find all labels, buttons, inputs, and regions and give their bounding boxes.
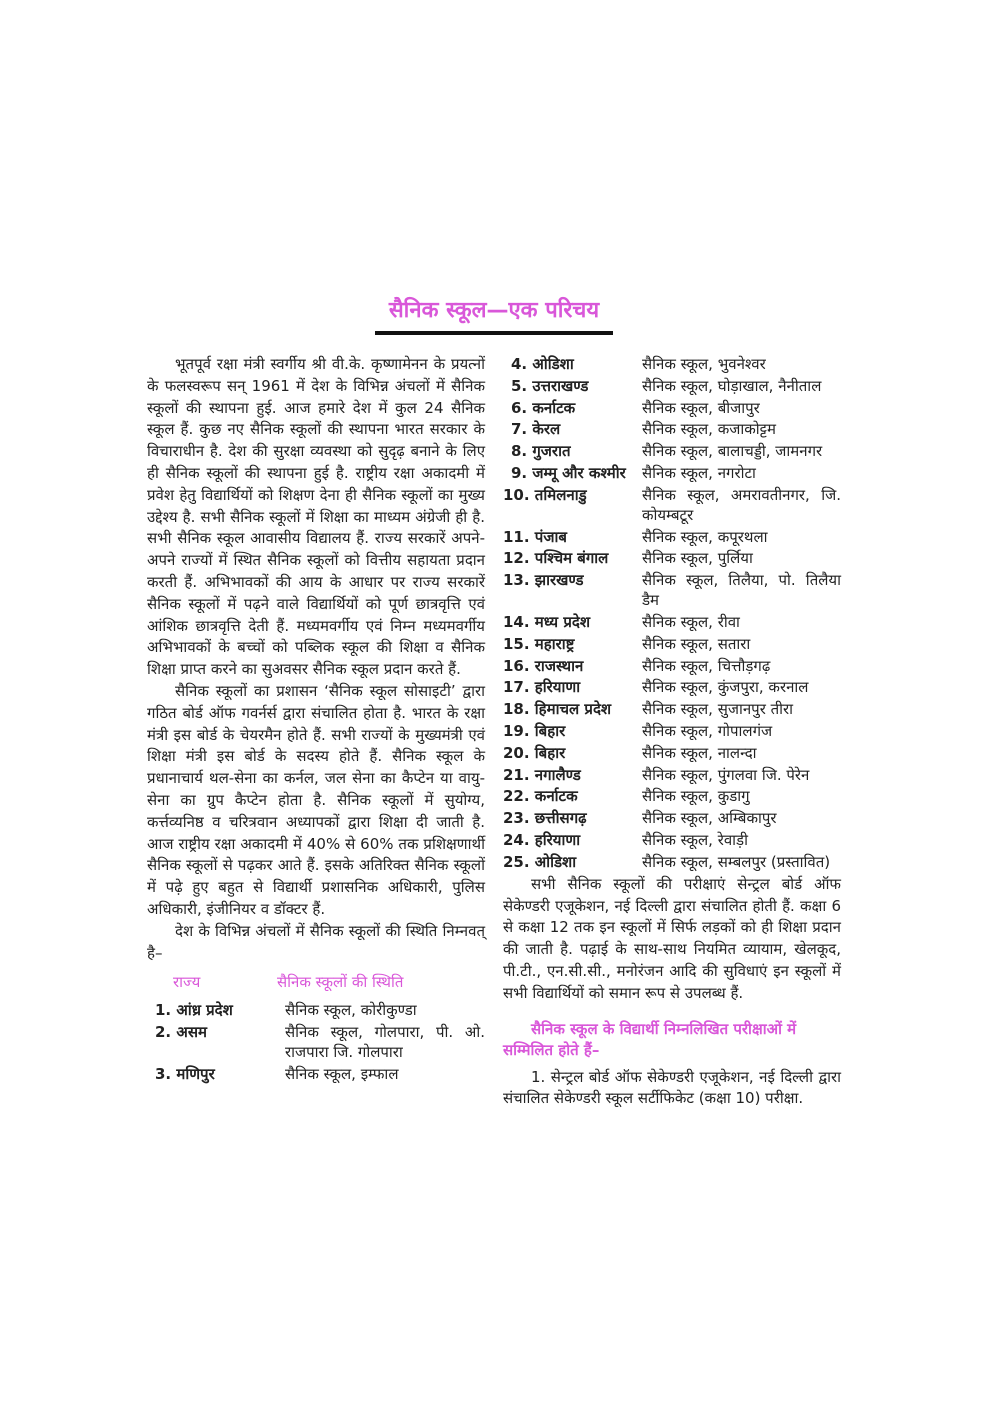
- school-name: सैनिक स्कूल, सतारा: [642, 634, 751, 653]
- school-name: सैनिक स्कूल, कोरीकुण्डा: [285, 1001, 417, 1020]
- school-name: सैनिक स्कूल, कपूरथला: [642, 527, 768, 546]
- table-row: [503, 808, 841, 828]
- table-row: [503, 398, 841, 418]
- table-row: [503, 852, 841, 872]
- state-name: 14. मध्य प्रदेश: [503, 612, 591, 631]
- table-row: [503, 634, 841, 654]
- state-name: 2. असम: [155, 1022, 207, 1041]
- state-name: 9. जम्मू और कश्मीर: [511, 463, 626, 482]
- left-column: [147, 354, 485, 1086]
- intro-paragraph: भूतपूर्व रक्षा मंत्री स्वर्गीय श्री वी.के. कृष्णामेनन के प्रयत्नों के फलस्वरूप सन् 1961 में देश के विभिन्न अंचलों में सैनिक स्कूलों की स्थापना हुई. आज हमारे देश में कुल 24 सैनिक स्कूल हैं. कुछ नए सैनिक स्कूलों की स्थापना भारत सरकार के विचाराधीन है. देश की सुरक्षा व्यवस्था को सुदृढ़ बनाने के लिए ही सैनिक स्कूलों की स्थापना हुई है. राष्ट्रीय रक्षा अकादमी में प्रवेश हेतु विद्यार्थियों को शिक्षण देना ही सैनिक स्कूलों का मुख्य उद्देश्य है. सभी सैनिक स्कूलों में शिक्षा का माध्यम अंग्रेजी ही है. सभी सैनिक स्कूल आवासीय विद्यालय हैं. राज्य सरकारें अपने-अपने राज्यों में स्थित सैनिक स्कूलों को वित्तीय सहायता प्रदान करती हैं. अभिभावकों की आय के आधार पर राज्य सरकारें सैनिक स्कूलों में पढ़ने वाले विद्यार्थियों को पूर्ण छात्रवृत्ति एवं आंशिक छात्रवृत्ति देती हैं. मध्यमवर्गीय एवं निम्न मध्यमवर्गीय अभिभावकों के बच्चों को पब्लिक स्कूल की शिक्षा व सैनिक शिक्षा प्राप्त करने का सुअवसर सैनिक स्कूल प्रदान करते हैं.: [147, 355, 485, 679]
- state-name: 10. तमिलनाडु: [503, 485, 587, 504]
- school-table-part-2: [503, 354, 841, 872]
- state-name: 11. पंजाब: [503, 527, 567, 546]
- table-row: [503, 830, 841, 850]
- state-name: 17. हरियाणा: [503, 678, 581, 697]
- school-name: सैनिक स्कूल, तिलैया, पो. तिलैया डैम: [642, 571, 841, 610]
- state-name: 23. छत्तीसगढ़: [503, 809, 587, 828]
- table-row: [503, 656, 841, 676]
- school-name: सैनिक स्कूल, अमरावतीनगर, जि. कोयम्बटूर: [642, 485, 841, 524]
- exams-paragraph: सभी सैनिक स्कूलों की परीक्षाएं सेन्ट्रल बोर्ड ऑफ सेकेण्डरी एजूकेशन, नई दिल्ली द्वारा संचालित होती हैं. कक्षा 6 से कक्षा 12 तक इन स्कूलों में सिर्फ लड़कों को ही शिक्षा प्रदान की जाती है. पढ़ाई के साथ-साथ नियमित व्यायाम, खेलकूद, पी.टी., एन.सी.सी., मनोरंजन आदि की सुविधाएं इन स्कूलों में सभी विद्यार्थियों को समान रूप से उपलब्ध हैं.: [503, 874, 841, 1002]
- table-row: [147, 1064, 485, 1084]
- school-name: सैनिक स्कूल, बीजापुर: [642, 398, 760, 417]
- state-name: 3. मणिपुर: [155, 1064, 215, 1083]
- state-name: 7. केरल: [511, 420, 561, 439]
- status-intro-paragraph: देश के विभिन्न अंचलों में सैनिक स्कूलों की स्थिति निम्नवत् है–: [147, 921, 485, 962]
- table-row: [503, 485, 841, 525]
- table-row: [503, 765, 841, 785]
- table-row: [503, 570, 841, 610]
- table-row: [503, 548, 841, 568]
- header-state: राज्य: [173, 973, 201, 992]
- table-row: [503, 786, 841, 806]
- school-table-part-1: [147, 1000, 485, 1084]
- table-header: [147, 972, 485, 994]
- right-column: [503, 354, 841, 1110]
- school-name: सैनिक स्कूल, नगरोटा: [642, 463, 756, 482]
- exam-item: 1. सेन्ट्रल बोर्ड ऑफ सेकेण्डरी एजूकेशन, नई दिल्ली द्वारा संचालित सेकेण्डरी स्कूल सर्टीफिकेट (कक्षा 10) परीक्षा.: [503, 1067, 841, 1108]
- state-name: 20. बिहार: [503, 743, 566, 762]
- exams-heading: सैनिक स्कूल के विद्यार्थी निम्नलिखित परीक्षाओं में सम्मिलित होते हैं–: [503, 1019, 797, 1059]
- state-name: 5. उत्तराखण्ड: [511, 376, 589, 395]
- state-name: 1. आंध्र प्रदेश: [155, 1001, 233, 1020]
- table-row: [503, 699, 841, 719]
- table-row: [503, 612, 841, 632]
- state-name: 21. नगालैण्ड: [503, 765, 581, 784]
- school-name: सैनिक स्कूल, भुवनेश्वर: [642, 355, 766, 373]
- school-name: सैनिक स्कूल, रेवाड़ी: [642, 830, 748, 849]
- state-name: 6. कर्नाटक: [511, 398, 576, 417]
- table-row: [503, 376, 841, 396]
- state-name: 16. राजस्थान: [503, 656, 584, 675]
- school-name: सैनिक स्कूल, नालन्दा: [642, 743, 757, 762]
- school-name: सैनिक स्कूल, अम्बिकापुर: [642, 809, 777, 828]
- school-name: सैनिक स्कूल, कजाकोट्टम: [642, 420, 776, 439]
- title-underline: [375, 331, 613, 335]
- school-name: सैनिक स्कूल, पुर्लिया: [642, 549, 753, 568]
- school-name: सैनिक स्कूल, बालाचड्डी, जामनगर: [642, 442, 823, 461]
- school-name: सैनिक स्कूल, गोपालगंज: [642, 721, 773, 740]
- state-name: 13. झारखण्ड: [503, 571, 584, 590]
- state-name: 19. बिहार: [503, 721, 566, 740]
- state-name: 12. पश्चिम बंगाल: [503, 549, 609, 568]
- school-name: सैनिक स्कूल, सम्बलपुर (प्रस्तावित): [642, 852, 831, 871]
- school-name: सैनिक स्कूल, सुजानपुर तीरा: [642, 700, 794, 719]
- page-title: सैनिक स्कूल—एक परिचय: [388, 298, 600, 323]
- table-row: [147, 1022, 485, 1062]
- table-row: [503, 721, 841, 741]
- header-school: सैनिक स्कूलों की स्थिति: [277, 973, 404, 992]
- table-row: [503, 441, 841, 461]
- state-name: 22. कर्नाटक: [503, 787, 578, 806]
- state-name: 4. ओडिशा: [511, 355, 574, 373]
- table-row: [503, 354, 841, 374]
- administration-paragraph: सैनिक स्कूलों का प्रशासन ‘सैनिक स्कूल सोसाइटी’ द्वारा गठित बोर्ड ऑफ गवर्नर्स द्वारा संचालित होता है. भारत के रक्षा मंत्री इस बोर्ड के चेयरमैन होते हैं. सभी राज्यों के मुख्यमंत्री एवं शिक्षा मंत्री इस बोर्ड के सदस्य होते हैं. सैनिक स्कूल के प्रधानाचार्य थल-सेना का कर्नल, जल सेना का कैप्टेन या वायु-सेना का ग्रुप कैप्टेन होता है. सैनिक स्कूलों में सुयोग्य, कर्त्तव्यनिष्ठ व चरित्रवान अध्यापकों द्वारा शिक्षा दी जाती है. आज राष्ट्रीय रक्षा अकादमी में 40% से 60% तक प्रशिक्षणार्थी सैनिक स्कूलों से पढ़कर आते हैं. इसके अतिरिक्त सैनिक स्कूलों में पढ़े हुए बहुत से विद्यार्थी प्रशासनिक अधिकारी, पुलिस अधिकारी, इंजीनियर व डॉक्टर हैं.: [147, 681, 485, 918]
- table-row: [503, 677, 841, 697]
- school-name: सैनिक स्कूल, पुंगलवा जि. पेरेन: [642, 765, 810, 784]
- state-name: 15. महाराष्ट्र: [503, 634, 575, 653]
- table-row: [147, 1000, 485, 1020]
- school-name: सैनिक स्कूल, घोड़ाखाल, नैनीताल: [642, 376, 822, 395]
- school-name: सैनिक स्कूल, इम्फाल: [285, 1064, 399, 1083]
- state-name: 18. हिमाचल प्रदेश: [503, 700, 612, 719]
- table-row: [503, 743, 841, 763]
- state-name: 8. गुजरात: [511, 442, 571, 461]
- school-name: सैनिक स्कूल, कुडागु: [642, 787, 750, 806]
- state-name: 24. हरियाणा: [503, 830, 581, 849]
- table-row: [503, 463, 841, 483]
- table-row: [503, 419, 841, 439]
- table-row: [503, 527, 841, 547]
- state-name: 25. ओडिशा: [503, 852, 577, 871]
- school-name: सैनिक स्कूल, कुंजपुरा, करनाल: [642, 678, 809, 697]
- school-name: सैनिक स्कूल, गोलपारा, पी. ओ. राजपारा जि. गोलपारा: [285, 1022, 485, 1061]
- school-name: सैनिक स्कूल, रीवा: [642, 612, 740, 631]
- school-name: सैनिक स्कूल, चित्तौड़गढ़: [642, 656, 771, 675]
